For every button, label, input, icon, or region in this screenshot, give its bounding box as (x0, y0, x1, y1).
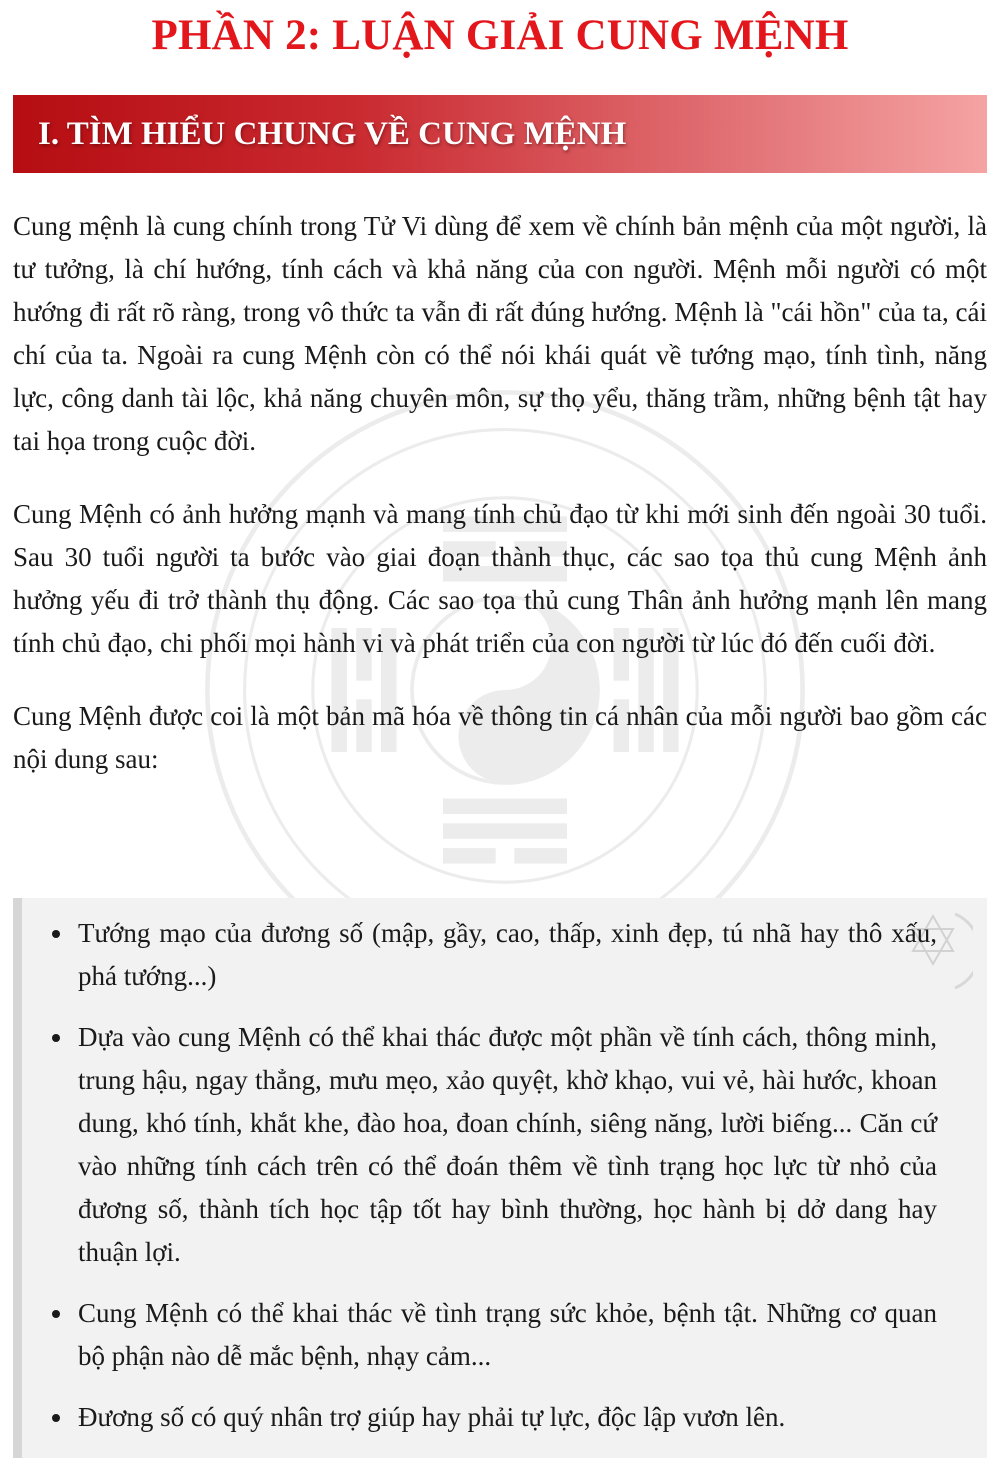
bullet-dot (52, 1414, 60, 1422)
content-list-box (13, 898, 987, 1458)
list-item (78, 1016, 937, 1274)
bullet-list (22, 898, 987, 1439)
list-item (78, 1396, 937, 1439)
paragraph: Cung mệnh là cung chính trong Tử Vi dùng để xem về chính bản mệnh của một người, là tư tưởng, là chí hướng, tính cách và khả năng của con người. Mệnh mỗi người có một hướng đi rất rõ ràng, trong vô thức ta vẫn đi rất đúng hướng. Mệnh là "cái hồn" của ta, cái chí của ta. Ngoài ra cung Mệnh còn có thể nói khái quát về tướng mạo, tính tình, năng lực, công danh tài lộc, khả năng chuyên môn, sự thọ yểu, thăng trầm, những bệnh tật hay tai họa trong cuộc đời. (13, 211, 987, 456)
list-item-text: Dựa vào cung Mệnh có thể khai thác được một phần về tính cách, thông minh, trung hậu, ngay thẳng, mưu mẹo, xảo quyệt, khờ khạo, vui vẻ, hài hước, khoan dung, khó tính, khắt khe, đào hoa, đoan chính, siêng năng, lười biếng... Căn cứ vào những tính cách trên có thể đoán thêm về tình trạng học lực từ nhỏ của đương số, thành tích học tập tốt hay bình thường, học hành bị dở dang hay thuận lợi. (78, 1022, 937, 1267)
list-item-text: Cung Mệnh có thể khai thác về tình trạng sức khỏe, bệnh tật. Những cơ quan bộ phận nào dễ mắc bệnh, nhạy cảm... (78, 1298, 937, 1371)
page-title: PHẦN 2: LUẬN GIẢI CUNG MỆNH (151, 12, 849, 59)
bullet-dot (52, 930, 60, 938)
list-item (78, 912, 937, 998)
list-item-text: Đương số có quý nhân trợ giúp hay phải tự lực, độc lập vươn lên. (78, 1402, 786, 1432)
bullet-dot (52, 1034, 60, 1042)
list-item-text: Tướng mạo của đương số (mập, gầy, cao, thấp, xinh đẹp, tú nhã hay thô xấu, phá tướng...) (78, 918, 937, 991)
content-body (13, 205, 987, 781)
paragraph: Cung Mệnh có ảnh hưởng mạnh và mang tính chủ đạo từ khi mới sinh đến ngoài 30 tuổi. Sau 30 tuổi người ta bước vào giai đoạn thành thục, các sao tọa thủ cung Mệnh ảnh hưởng yếu đi trở thành thụ động. Các sao tọa thủ cung Thân ảnh hưởng mạnh lên mang tính chủ đạo, chi phối mọi hành vi và phát triển của con người từ lúc đó đến cuối đời. (13, 499, 987, 658)
paragraph: Cung Mệnh được coi là một bản mã hóa về thông tin cá nhân của mỗi người bao gồm các nội dung sau: (13, 701, 987, 774)
section-banner (13, 95, 987, 173)
list-item (78, 1292, 937, 1378)
bullet-dot (52, 1310, 60, 1318)
section-heading: I. TÌM HIỂU CHUNG VỀ CUNG MỆNH (38, 116, 627, 152)
